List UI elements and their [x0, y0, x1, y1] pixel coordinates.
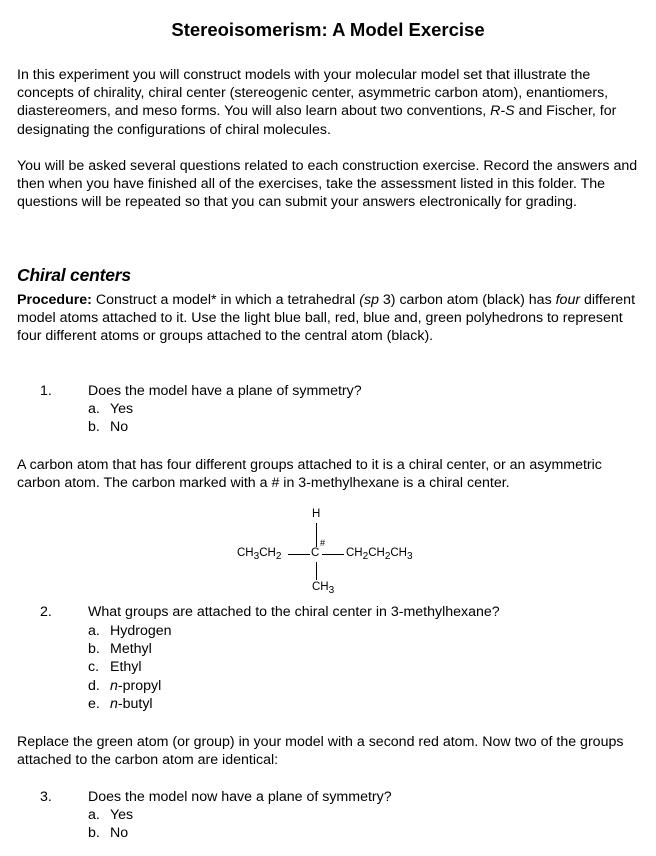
structure-h-label: H [312, 508, 321, 520]
question-text: Does the model now have a plane of symmetry? [88, 789, 392, 805]
question-text: Does the model have a plane of symmetry? [88, 383, 362, 399]
structure-bottom-group: $CH_3$ [312, 581, 335, 596]
intro-paragraph-2: You will be asked several questions related to each construction exercise. Record the answers and then when you have finished all of the exercises, take the assessment listed in this folder. The questions will be repeated so that you can submit your answers electronically for grading. [17, 158, 638, 211]
question-number: 1. [40, 383, 52, 399]
chiral-mark: # [320, 538, 326, 548]
question-number: 2. [40, 604, 52, 620]
option-item: a. Yes [88, 401, 134, 417]
replace-paragraph: Replace the green atom (or group) in your model with a second red atom. Now two of the groups attached to the carbon atom are identical: [17, 734, 624, 769]
option-item: b. No [88, 419, 129, 435]
option-item: b. No [88, 825, 129, 841]
option-item: b. Methyl [88, 641, 152, 657]
bottom-bond [316, 562, 317, 580]
structure-right-group: $CH_2CH_2CH_3$ [346, 547, 413, 562]
procedure-label: Procedure: [17, 292, 92, 308]
chiral-paragraph: A carbon atom that has four different groups attached to it is a chiral center, or an asymmetric carbon atom. The carbon marked with a # in 3-methylhexane is a chiral center. [17, 457, 602, 492]
structure-center-carbon: C [311, 547, 320, 559]
right-bond [322, 554, 344, 555]
option-item: e. n-butyl [88, 696, 153, 712]
question-number: 3. [40, 789, 52, 805]
methylhexane-structure [230, 505, 430, 600]
left-bond [288, 554, 310, 555]
page-title: Stereoisomerism: A Model Exercise [171, 19, 485, 40]
option-item: d. n-propyl [88, 678, 162, 694]
option-item: c. Ethyl [88, 659, 142, 675]
procedure-paragraph: Procedure: Construct a model* in which a tetrahedral (sp 3) carbon atom (black) has four different model atoms attached to it. Use the light blue ball, red, blue and, green polyhedrons to represent four different atoms or groups attached to the central atom (black). [17, 292, 636, 345]
option-item: a. Hydrogen [88, 623, 172, 639]
structure-left-group: $CH_3CH_2$ [237, 547, 282, 562]
top-bond [316, 523, 317, 547]
option-item: a. Yes [88, 807, 134, 823]
question-text: What groups are attached to the chiral center in 3-methylhexane? [88, 604, 500, 620]
section-heading: Chiral centers [17, 265, 131, 285]
intro-paragraph-1: In this experiment you will construct models with your molecular model set that illustrate the concepts of chirality, chiral center (stereogenic center, asymmetric carbon atom), enantiomers, diastereomers, and meso forms. You will also learn about two conventions, R-S and Fischer, for designating the configurations of chiral molecules. [17, 67, 617, 138]
